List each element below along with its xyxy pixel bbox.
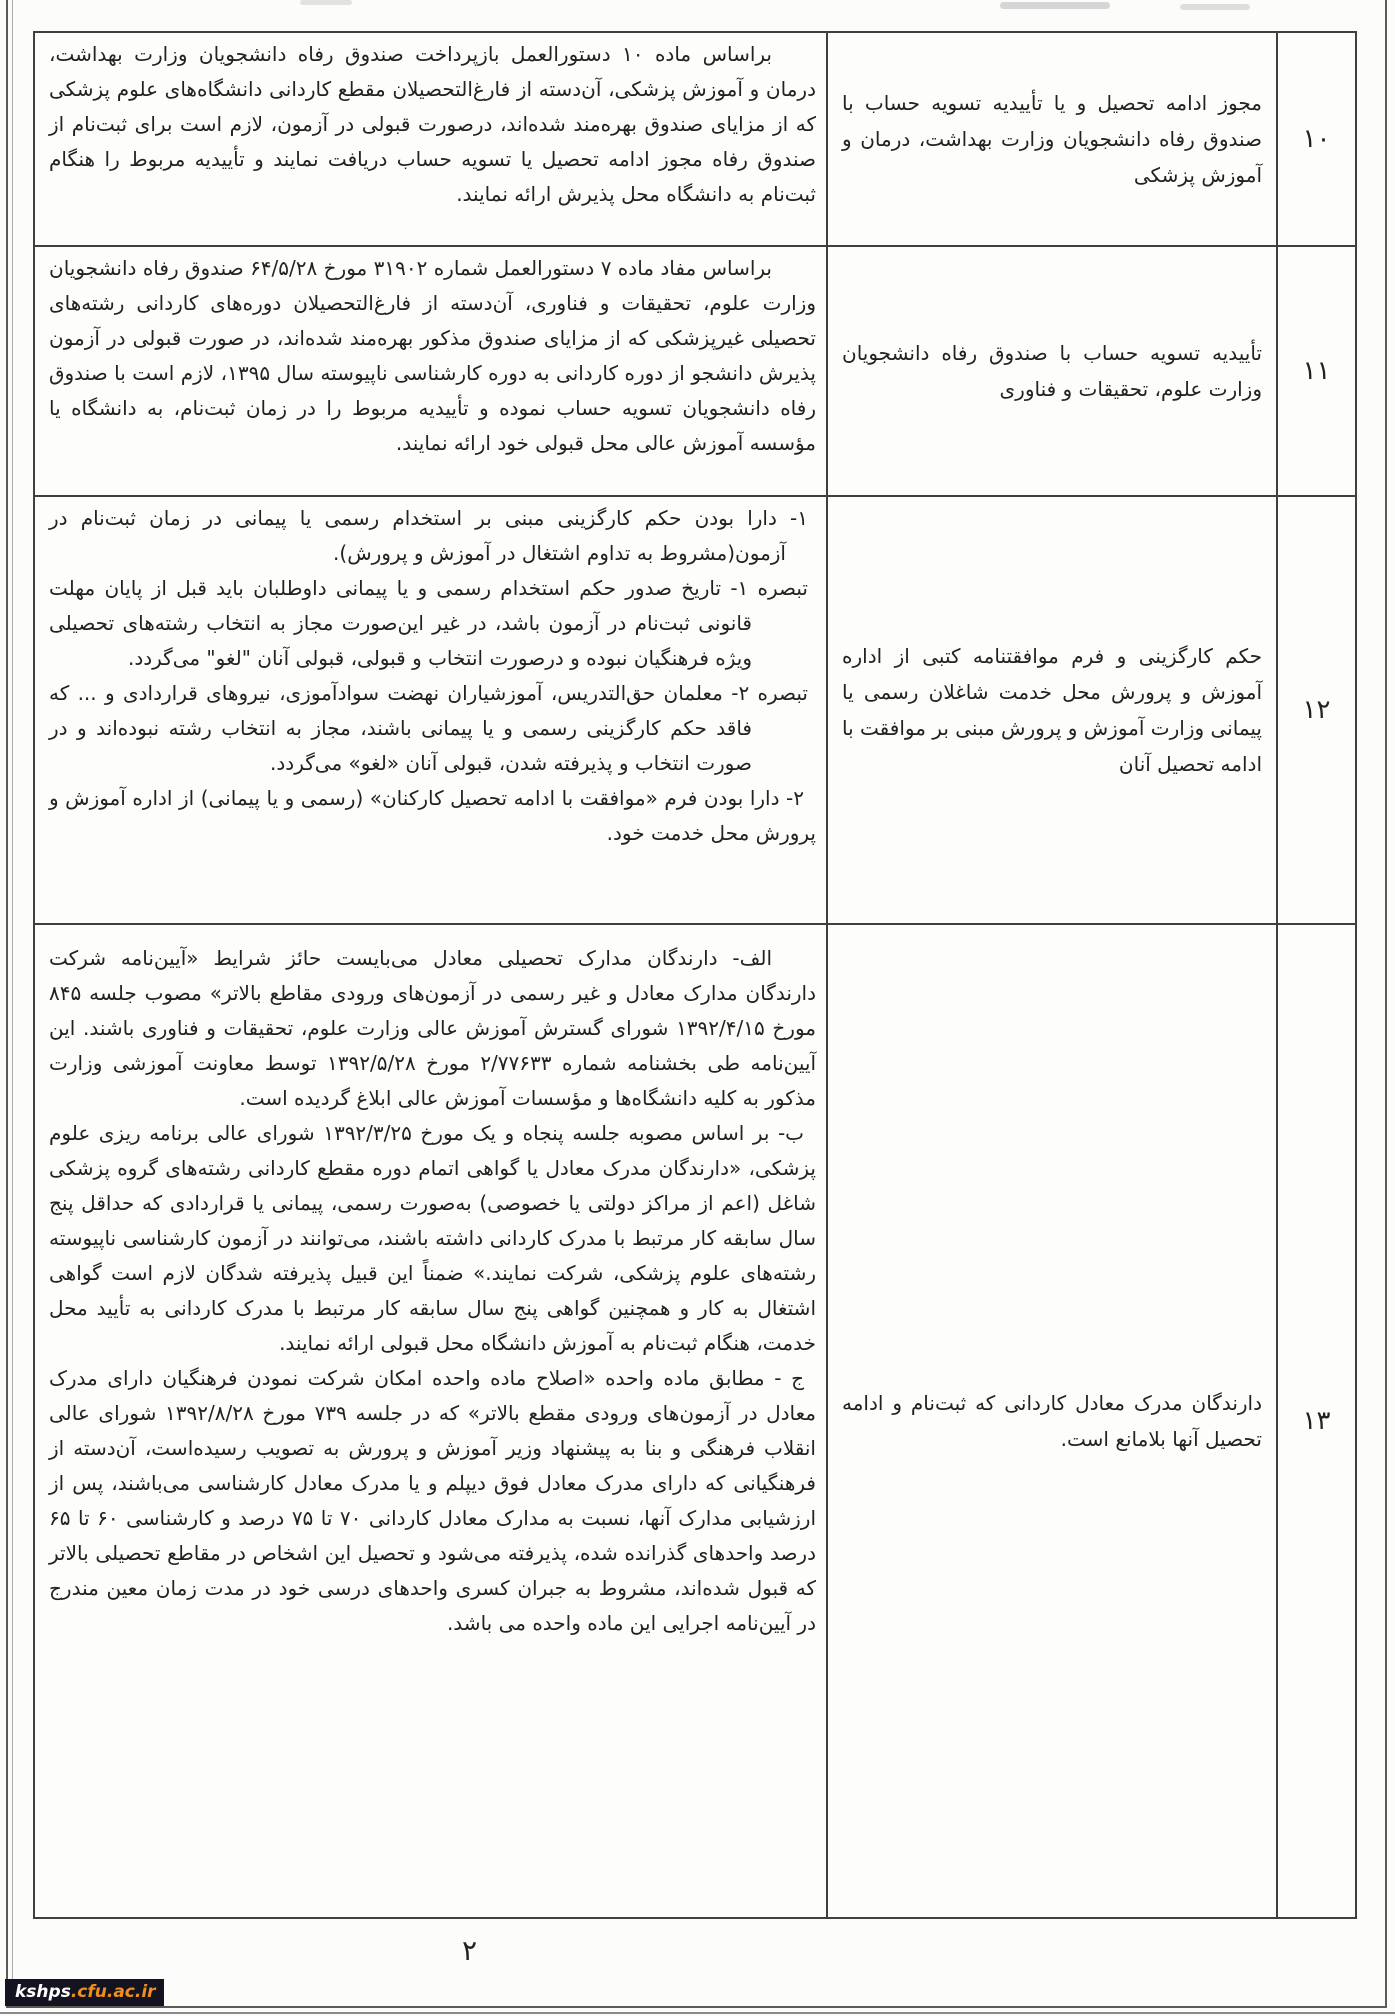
watermark [5, 1979, 164, 2006]
row-title: تأییدیه تسویه حساب با صندوق رفاه دانشجویان وزارت علوم، تحقیقات و فناوری [842, 341, 1262, 401]
paragraph: ب- بر اساس مصوبه جلسه پنجاه و یک مورخ ۱۳۹۲/۳/۲۵ شورای عالی برنامه ریزی علوم پزشکی، «دارندگان مدرک معادل یا گواهی اتمام دوره مقطع کاردانی رشته‌های گروه پزشکی شاغل (اعم از مراکز دولتی یا خصوصی) به‌صورت رسمی، پیمانی یا قراردادی که حداقل پنج سال سابقه کار مرتبط با مدرک کاردانی داشته باشند، می‌توانند در آزمون کارشناسی ناپیوسته رشته‌های علوم پزشکی، شرکت نمایند.» ضمناً این قبیل پذیرفته شدگان لازم است گواهی اشتغال به کار و همچنین گواهی پنج سال سابقه کار مرتبط با مدرک کاردانی به تأیید محل خدمت، هنگام ثبت‌نام به آموزش دانشگاه محل قبولی ارائه نمایند. [49, 1121, 816, 1355]
requirements-table [33, 31, 1357, 1919]
row-title-cell [826, 497, 1276, 923]
page-frame-bottom [6, 2006, 1387, 2008]
row-number: ۱۲ [1276, 497, 1355, 923]
row-title: مجوز ادامه تحصیل و یا تأییدیه تسویه حساب با صندوق رفاه دانشجویان وزارت بهداشت، درمان و آموزش پزشکی [842, 91, 1262, 187]
row-body [35, 247, 826, 495]
paragraph: براساس مفاد ماده ۷ دستورالعمل شماره ۳۱۹۰۲ مورخ ۶۴/۵/۲۸ صندوق رفاه دانشجویان وزارت علوم، تحقیقات و فناوری، آن‌دسته از فارغ‌التحصیلان دوره‌های کاردانی رشته‌های تحصیلی غیرپزشکی که از مزایای صندوق مذکور بهره‌مند شده‌اند، در صورت قبولی در آزمون پذیرش دانشجو از دوره کاردانی به دوره کارشناسی ناپیوسته سال ۱۳۹۵، لازم است با صندوق رفاه دانشجویان تسویه حساب نموده و تأییدیه مربوط را در زمان ثبت‌نام، به دانشگاه یا مؤسسه آموزش عالی محل قبولی خود ارائه نمایند. [49, 256, 817, 455]
table-row-10 [35, 33, 1355, 245]
paragraph: الف- دارندگان مدارک تحصیلی معادل می‌بایست حائز شرایط «آیین‌نامه شرکت دارندگان مدارک معادل و غیر رسمی در آزمون‌های ورودی مقاطع بالاتر» مصوب جلسه ۸۴۵ مورخ ۱۳۹۲/۴/۱۵ شورای گسترش آموزش عالی وزارت علوم، تحقیقات و فناوری باشند. این آیین‌نامه طی بخشنامه شماره ۲/۷۷۶۳۳ مورخ ۱۳۹۲/۵/۲۸ توسط معاونت آموزشی وزارت مذکور به کلیه دانشگاه‌ها و مؤسسات آموزش عالی ابلاغ گردیده است. [49, 946, 817, 1110]
paragraph: تبصره ۱- تاریخ صدور حکم استخدام رسمی و یا پیمانی داوطلبان باید قبل از پایان مهلت قانونی ثبت‌نام در آزمون باشد، در غیر این‌صورت مجاز به انتخاب رشته‌های تحصیلی ویژه فرهنگیان نبوده و درصورت انتخاب و قبولی، قبولی آنان "لغو" می‌گردد. [49, 576, 808, 670]
paragraph: براساس ماده ۱۰ دستورالعمل بازپرداخت صندوق رفاه دانشجویان وزارت بهداشت، درمان و آموزش پزشکی، آن‌دسته از فارغ‌التحصیلان مقطع کاردانی دانشگاه‌های علوم پزشکی که از مزایای صندوق بهره‌مند شده‌اند، درصورت قبولی در آزمون، لازم است برای ثبت‌نام از صندوق رفاه مجوز ادامه تحصیل یا تسویه حساب دریافت نمایند و تأییدیه مربوط را هنگام ثبت‌نام به دانشگاه محل پذیرش ارائه نمایند. [49, 42, 816, 206]
row-title-cell [826, 33, 1276, 245]
page-number: ۲ [462, 1934, 478, 1967]
paragraph: ۲- دارا بودن فرم «موافقت با ادامه تحصیل کارکنان» (رسمی و یا پیمانی) از اداره آموزش و پرورش محل خدمت خود. [49, 786, 816, 845]
paragraph: ج - مطابق ماده واحده «اصلاح ماده واحده امکان شرکت نمودن فرهنگیان دارای مدرک معادل در آزمون‌های ورودی مقطع بالاتر» که در جلسه ۷۳۹ مورخ ۱۳۹۲/۸/۲۸ شورای عالی انقلاب فرهنگی و بنا به پیشنهاد وزیر آموزش و پرورش به تصویب رسیده‌است، آن‌دسته از فرهنگیانی که دارای مدرک معادل فوق دیپلم و یا مدرک معادل کارشناسی می‌باشند، پس از ارزشیابی مدارک آنها، نسبت به مدارک معادل کاردانی ۷۰ تا ۷۵ درصد و کارشناسی ۶۰ تا ۶۵ درصد واحدهای گذرانده شده، پذیرفته می‌شود و تحصیل این اشخاص در مقاطع تحصیلی بالاتر که قبول شده‌اند، مشروط به جبران کسری واحدهای درسی خود در مدت زمان معین مندرج در آیین‌نامه اجرایی این ماده واحده می باشد. [49, 1366, 817, 1635]
row-number: ۱۱ [1276, 247, 1355, 495]
row-number: ۱۳ [1276, 925, 1355, 1917]
row-title-cell [826, 247, 1276, 495]
page-frame-right [1385, 0, 1387, 2008]
scan-artifact [300, 0, 352, 5]
paragraph: ۱- دارا بودن حکم کارگزینی مبنی بر استخدام رسمی یا پیمانی در زمان ثبت‌نام در آزمون(مشروط به تداوم اشتغال در آموزش و پرورش). [49, 506, 808, 565]
row-body [35, 33, 826, 245]
row-body [35, 925, 826, 1917]
row-body [35, 497, 826, 923]
page-frame-left-inner [12, 0, 13, 2008]
page-frame-left [6, 0, 8, 2008]
watermark-suffix: .cfu.ac.ir [70, 1982, 156, 2002]
row-title: حکم کارگزینی و فرم موافقتنامه کتبی از اداره آموزش و پرورش محل خدمت شاغلان رسمی یا پیمانی وزارت آموزش و پرورش مبنی بر موافقت با ادامه تحصیل آنان [841, 644, 1262, 776]
scan-artifact [1180, 4, 1250, 10]
paragraph: تبصره ۲- معلمان حق‌التدریس، آموزشیاران نهضت سوادآموزی، نیروهای قراردادی و ... که فاقد حکم کارگزینی رسمی و یا پیمانی باشند، مجاز به انتخاب رشته نبوده‌اند و در صورت انتخاب و پذیرفته شدن، قبولی آنان «لغو» می‌گردد. [49, 681, 808, 775]
row-number: ۱۰ [1276, 33, 1355, 245]
page-frame-bottom-outer [0, 2012, 1395, 2014]
table-row-13 [35, 923, 1355, 1917]
table-row-12 [35, 495, 1355, 923]
scan-artifact [1000, 2, 1110, 9]
row-title: دارندگان مدرک معادل کاردانی که ثبت‌نام و ادامه تحصیل آنها بلامانع است. [842, 1391, 1262, 1451]
row-title-cell [826, 925, 1276, 1917]
watermark-prefix: kshps [15, 1982, 71, 2002]
table-row-11 [35, 245, 1355, 495]
